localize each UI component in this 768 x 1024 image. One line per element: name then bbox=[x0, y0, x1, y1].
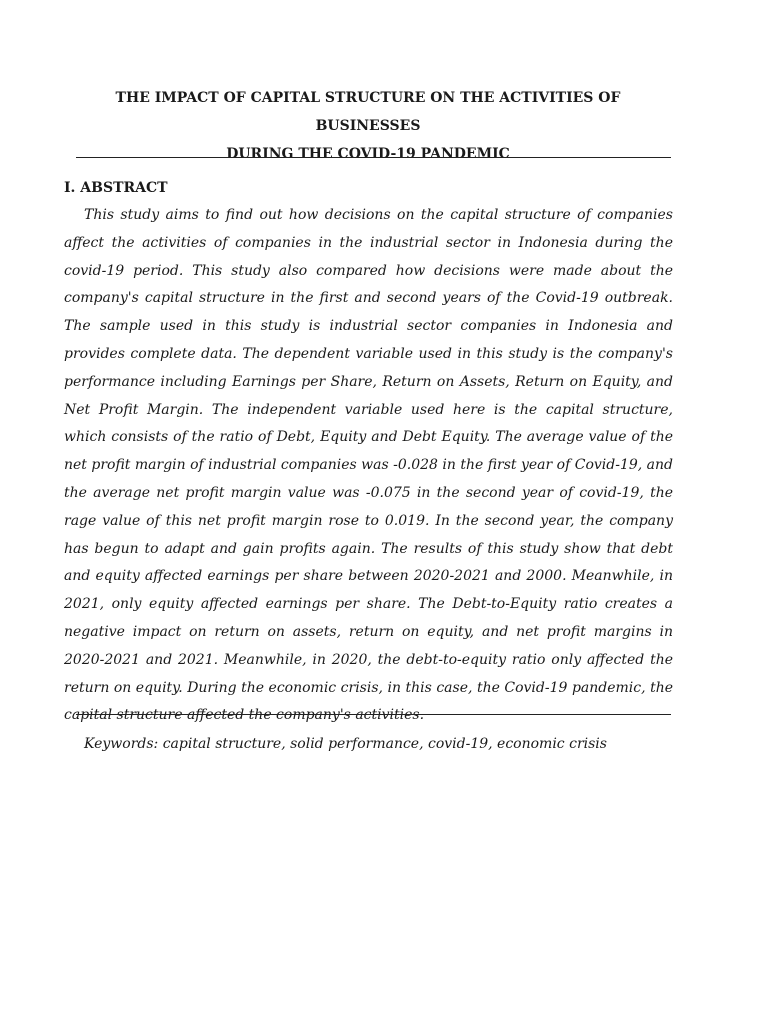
paper-title-line-1: THE IMPACT OF CAPITAL STRUCTURE ON THE ACTIVITIES OF BUSINESSES bbox=[115, 90, 621, 134]
bottom-divider bbox=[76, 714, 671, 715]
paper-title-line-2: DURING THE COVID-19 PANDEMIC bbox=[226, 146, 510, 162]
top-divider bbox=[76, 157, 671, 158]
keywords-line: Keywords: capital structure, solid performance, covid-19, economic crisis bbox=[84, 736, 607, 752]
paper-title bbox=[64, 84, 672, 168]
abstract-heading: I. ABSTRACT bbox=[64, 180, 168, 196]
abstract-body: This study aims to find out how decisions on the capital structure of companies affect the activities of companies in the industrial sector in Indonesia during the covid-19 period. This study also compared how decisions were made about the company's capital structure in the first and second years of the Covid-19 outbreak. The sample used in this study is industrial sector companies in Indonesia and provides complete data. The dependent variable used in this study is the company's performance including Earnings per Share, Return on Assets, Return on Equity, and Net Profit Margin. The independent variable used here is the capital structure, which consists of the ratio of Debt, Equity and Debt Equity. The average value of the net profit margin of industrial companies was -0.028 in the first year of Covid-19, and the average net profit margin value was -0.075 in the second year of covid-19, the rage value of this net profit margin rose to 0.019. In the second year, the company has begun to adapt and gain profits again. The results of this study show that debt and equity affected earnings per share between 2020-2021 and 2000. Meanwhile, in 2021, only equity affected earnings per share. The Debt-to-Equity ratio creates a negative impact on return on assets, return on equity, and net profit margins in 2020-2021 and 2021. Meanwhile, in 2020, the debt-to-equity ratio only affected the return on equity. During the economic crisis, in this case, the Covid-19 pandemic, the capital structure affected the company's activities. bbox=[64, 207, 673, 724]
